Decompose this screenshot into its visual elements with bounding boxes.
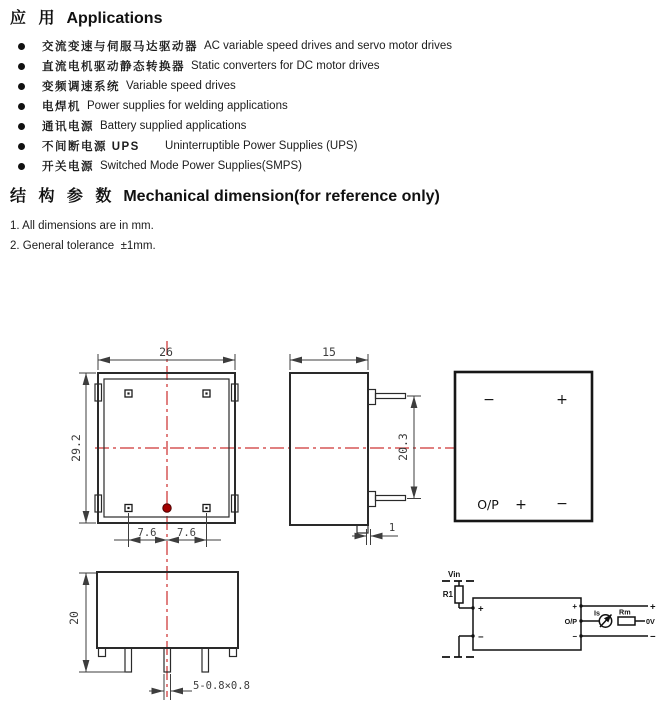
- out-minus-inner-label: −: [572, 632, 577, 641]
- app-item-zh: 不间断电源 UPS: [42, 141, 140, 153]
- pin-label-view: [455, 372, 592, 521]
- pin-label-bottom-plus: +: [515, 497, 527, 513]
- list-item: [10, 56, 452, 76]
- out-plus-label: +: [650, 601, 656, 613]
- dim-label: 15: [322, 345, 336, 359]
- app-item-zh: 电焊机: [42, 101, 81, 113]
- list-item: [10, 156, 452, 176]
- dim-label: 7.6: [137, 527, 157, 539]
- dim-label: 20.3: [396, 433, 410, 461]
- app-item-zh: 直流电机驱动静态转换器: [42, 61, 185, 73]
- mechanical-title-zh: 结 构 参 数: [10, 188, 116, 205]
- list-item: [10, 76, 452, 96]
- app-item-en: AC variable speed drives and servo motor drives: [204, 40, 453, 52]
- front-view: [67, 572, 250, 700]
- dim-label: 1: [388, 522, 396, 534]
- dim-label: 29.2: [69, 434, 83, 462]
- bullet-icon: [18, 103, 25, 110]
- app-item-zh: 交流变速与伺服马达驱动器: [42, 41, 198, 53]
- resistor-r1: [455, 586, 463, 603]
- dim-label: 5-0.8×0.8: [193, 680, 250, 692]
- polarity-mark-dot: [163, 504, 171, 512]
- app-item-zh: 开关电源: [42, 161, 94, 173]
- mechanical-drawing: [0, 330, 672, 714]
- app-item-en: Switched Mode Power Supplies(SMPS): [100, 160, 302, 172]
- r1-label: R1: [442, 590, 453, 599]
- applications-list: [10, 36, 452, 176]
- in-plus-label: +: [478, 603, 484, 615]
- mechanical-title-en: Mechanical dimension(for reference only): [123, 188, 440, 205]
- list-item: [10, 96, 452, 116]
- out-plus-inner-label: +: [572, 602, 577, 611]
- list-item: [10, 116, 452, 136]
- vin-label: Vin: [448, 570, 461, 579]
- top-view: [69, 345, 238, 547]
- applications-title: [10, 5, 162, 28]
- foot-left: [99, 648, 106, 657]
- bullet-icon: [18, 123, 25, 130]
- side-view-outline: [290, 373, 368, 525]
- applications-title-en: Applications: [66, 10, 163, 27]
- app-item-zh: 变频调速系统: [42, 81, 120, 93]
- note-line: 2. General tolerance ±1mm.: [10, 240, 156, 252]
- list-item: [10, 36, 452, 56]
- rm-label: Rm: [619, 607, 631, 617]
- op-label: O/P: [564, 617, 577, 626]
- dim-width-15: [290, 345, 368, 370]
- pin-label-top-minus: −: [483, 392, 495, 408]
- bullet-icon: [18, 43, 25, 50]
- app-item-en: Variable speed drives: [126, 80, 236, 92]
- app-item-en: Battery supplied applications: [100, 120, 247, 132]
- in-minus-label: −: [478, 632, 484, 643]
- dim-label: 20: [67, 611, 81, 625]
- mechanical-notes: [10, 216, 156, 256]
- pin-label-top-plus: +: [556, 392, 568, 408]
- side-view: [290, 345, 421, 545]
- is-label: Is: [594, 608, 600, 618]
- dim-label: 7.6: [177, 527, 196, 539]
- foot-right: [230, 648, 237, 657]
- dim-label: 26: [159, 345, 173, 359]
- dim-pin-span-20-3: [396, 396, 421, 499]
- applications-title-zh: 应 用: [10, 10, 59, 27]
- zero-v-label: 0V: [646, 617, 655, 626]
- pin-label-bottom-minus: −: [556, 496, 568, 512]
- app-item-zh: 通讯电源: [42, 121, 94, 133]
- mechanical-title: [10, 183, 440, 206]
- bullet-icon: [18, 83, 25, 90]
- app-item-en: Static converters for DC motor drives: [191, 60, 380, 72]
- pin-label-op: O/P: [477, 497, 499, 512]
- centerlines: [95, 341, 456, 697]
- bullet-icon: [18, 163, 25, 170]
- bullet-icon: [18, 143, 25, 150]
- note-line: 1. All dimensions are in mm.: [10, 220, 154, 232]
- out-minus-label: −: [650, 631, 656, 643]
- resistor-rm: [618, 617, 635, 625]
- circuit-diagram: [442, 570, 656, 657]
- app-item-en: Uninterruptible Power Supplies (UPS): [145, 140, 358, 152]
- dim-pin-note: [149, 674, 250, 700]
- dim-height-29-2: [69, 373, 96, 523]
- bullet-icon: [18, 63, 25, 70]
- list-item: [10, 136, 452, 156]
- app-item-en: Power supplies for welding applications: [87, 100, 288, 112]
